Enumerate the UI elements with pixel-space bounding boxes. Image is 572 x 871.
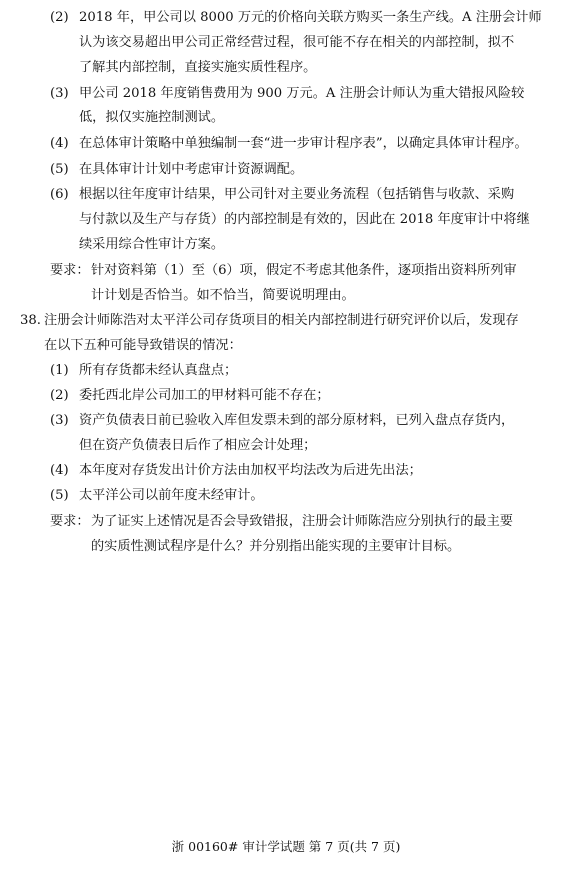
q37-item-3-line-1: 甲公司 2018 年度销售费用为 900 万元。A 注册会计师认为重大错报风险较 (79, 86, 525, 101)
q37-requirement-label: 要求： (50, 263, 90, 278)
q37-requirement-line-1: 针对资料第（1）至（6）项，假定不考虑其他条件，逐项指出资料所列审 (91, 263, 517, 278)
q37-item-2-number: (2) (50, 10, 69, 25)
q38-item-2-line-1: 委托西北岸公司加工的甲材料可能不存在； (79, 388, 330, 403)
q37-item-6-line-3: 续采用综合性审计方案。 (79, 237, 225, 252)
q38-requirement-label: 要求： (50, 514, 90, 529)
q37-item-5-number: (5) (50, 162, 69, 177)
q37-item-5-line-1: 在具体审计计划中考虑审计资源调配。 (79, 162, 304, 177)
q37-item-6-line-2: 与付款以及生产与存货）的内部控制是有效的，因此在 2018 年度审计中将继 (79, 212, 530, 227)
q38-requirement-line-2: 的实质性测试程序是什么？并分别指出能实现的主要审计目标。 (91, 539, 461, 554)
q38-number: 38. (20, 313, 41, 328)
q38-item-1-line-1: 所有存货都未经认真盘点； (79, 363, 238, 378)
q38-requirement-line-1: 为了证实上述情况是否会导致错报，注册会计师陈浩应分别执行的最主要 (91, 514, 513, 529)
q38-item-3-line-1: 资产负债表日前已验收入库但发票未到的部分原材料，已列入盘点存货内， (79, 413, 515, 428)
q37-item-6-number: (6) (50, 187, 69, 202)
q37-item-3-line-2: 低，拟仅实施控制测试。 (79, 110, 225, 125)
q37-item-3-number: (3) (50, 86, 69, 101)
q38-intro-line-1: 注册会计师陈浩对太平洋公司存货项目的相关内部控制进行研究评价以后，发现存 (44, 313, 519, 328)
q37-item-4-line-1: 在总体审计策略中单独编制一套“进一步审计程序表”，以确定具体审计程序。 (79, 136, 528, 151)
q38-item-3-line-2: 但在资产负债表日后作了相应会计处理； (79, 438, 317, 453)
q38-intro-line-2: 在以下五种可能导致错误的情况： (44, 338, 242, 353)
q38-item-2-number: (2) (50, 388, 69, 403)
q38-item-5-number: (5) (50, 488, 69, 503)
q37-item-2-line-1: 2018 年，甲公司以 8000 万元的价格向关联方购买一条生产线。A 注册会计师 (79, 10, 542, 25)
q38-item-4-number: (4) (50, 463, 69, 478)
q38-item-5-line-1: 太平洋公司以前年度未经审计。 (79, 488, 264, 503)
q37-item-2-line-2: 认为该交易超出甲公司正常经营过程，很可能不存在相关的内部控制，拟不 (79, 35, 515, 50)
q38-item-4-line-1: 本年度对存货发出计价方法由加权平均法改为后进先出法； (79, 463, 422, 478)
page-footer: 浙 00160# 审计学试题 第 7 页(共 7 页) (171, 839, 401, 854)
q38-item-3-number: (3) (50, 413, 69, 428)
q37-item-4-number: (4) (50, 136, 69, 151)
q37-requirement-line-2: 计计划是否恰当。如不恰当，简要说明理由。 (91, 288, 355, 303)
q37-item-2-line-3: 了解其内部控制，直接实施实质性程序。 (79, 60, 317, 75)
q37-item-6-line-1: 根据以往年度审计结果，甲公司针对主要业务流程（包括销售与收款、采购 (79, 187, 515, 202)
q38-item-1-number: (1) (50, 363, 69, 378)
